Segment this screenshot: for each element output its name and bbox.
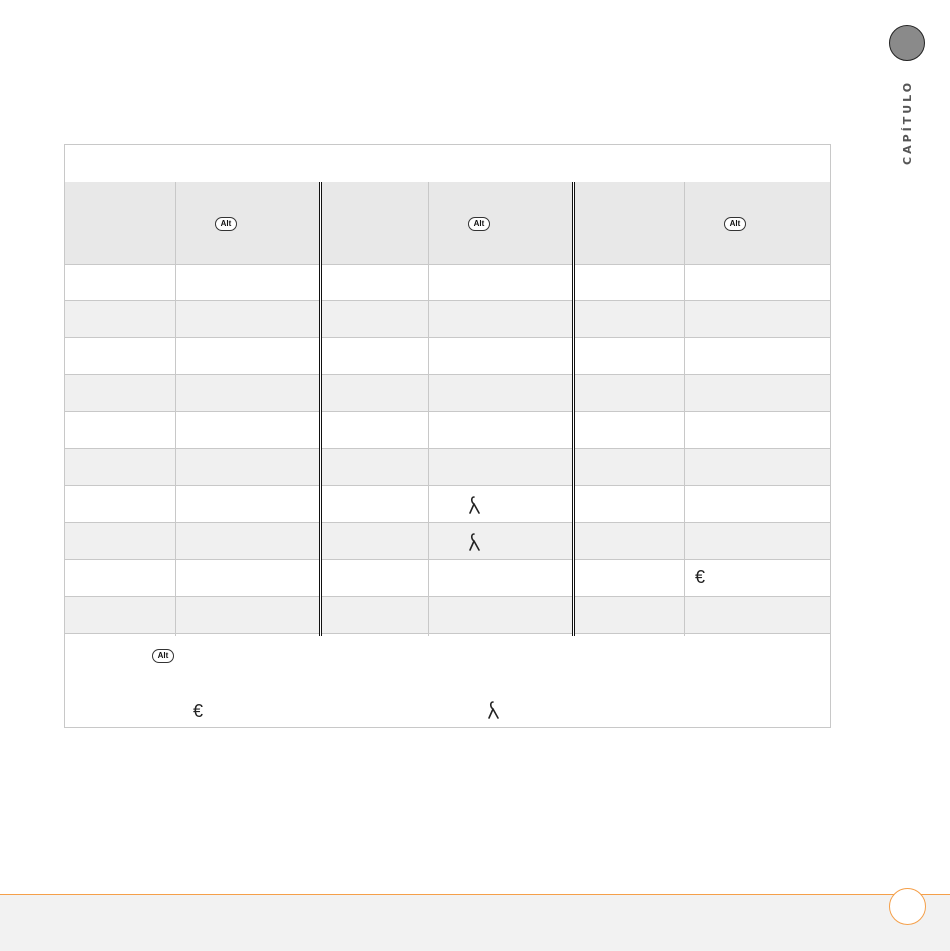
- table-header-row: [65, 182, 830, 265]
- table-body: [65, 264, 830, 634]
- table-row: [65, 597, 830, 634]
- table-row: [65, 486, 830, 523]
- table-row: [65, 375, 830, 412]
- chapter-marker-circle: [889, 25, 925, 61]
- table-row: [65, 449, 830, 486]
- euro-glyph: €: [695, 567, 706, 587]
- column-divider: [175, 182, 176, 636]
- stroke-symbol-icon: [468, 495, 482, 515]
- stroke-symbol-icon: [487, 700, 501, 720]
- table-row: [65, 264, 830, 301]
- table-title-row: [65, 145, 830, 183]
- column-divider: [428, 182, 429, 636]
- alt-key-icon: Alt: [724, 217, 746, 231]
- table-row: [65, 560, 830, 597]
- table-row: [65, 301, 830, 338]
- character-table: [64, 144, 831, 728]
- page-number-circle: [889, 888, 926, 925]
- alt-key-icon: Alt: [468, 217, 490, 231]
- stroke-symbol-icon: [468, 532, 482, 552]
- page-footer: [0, 894, 950, 951]
- alt-key-icon: Alt: [152, 649, 174, 663]
- alt-key-icon: Alt: [215, 217, 237, 231]
- table-row: [65, 412, 830, 449]
- column-divider: [684, 182, 685, 636]
- group-divider: [572, 182, 575, 636]
- table-row: [65, 338, 830, 375]
- group-divider: [319, 182, 322, 636]
- euro-glyph: €: [193, 701, 204, 721]
- chapter-label: CAPÍTULO: [901, 79, 914, 165]
- table-row: [65, 523, 830, 560]
